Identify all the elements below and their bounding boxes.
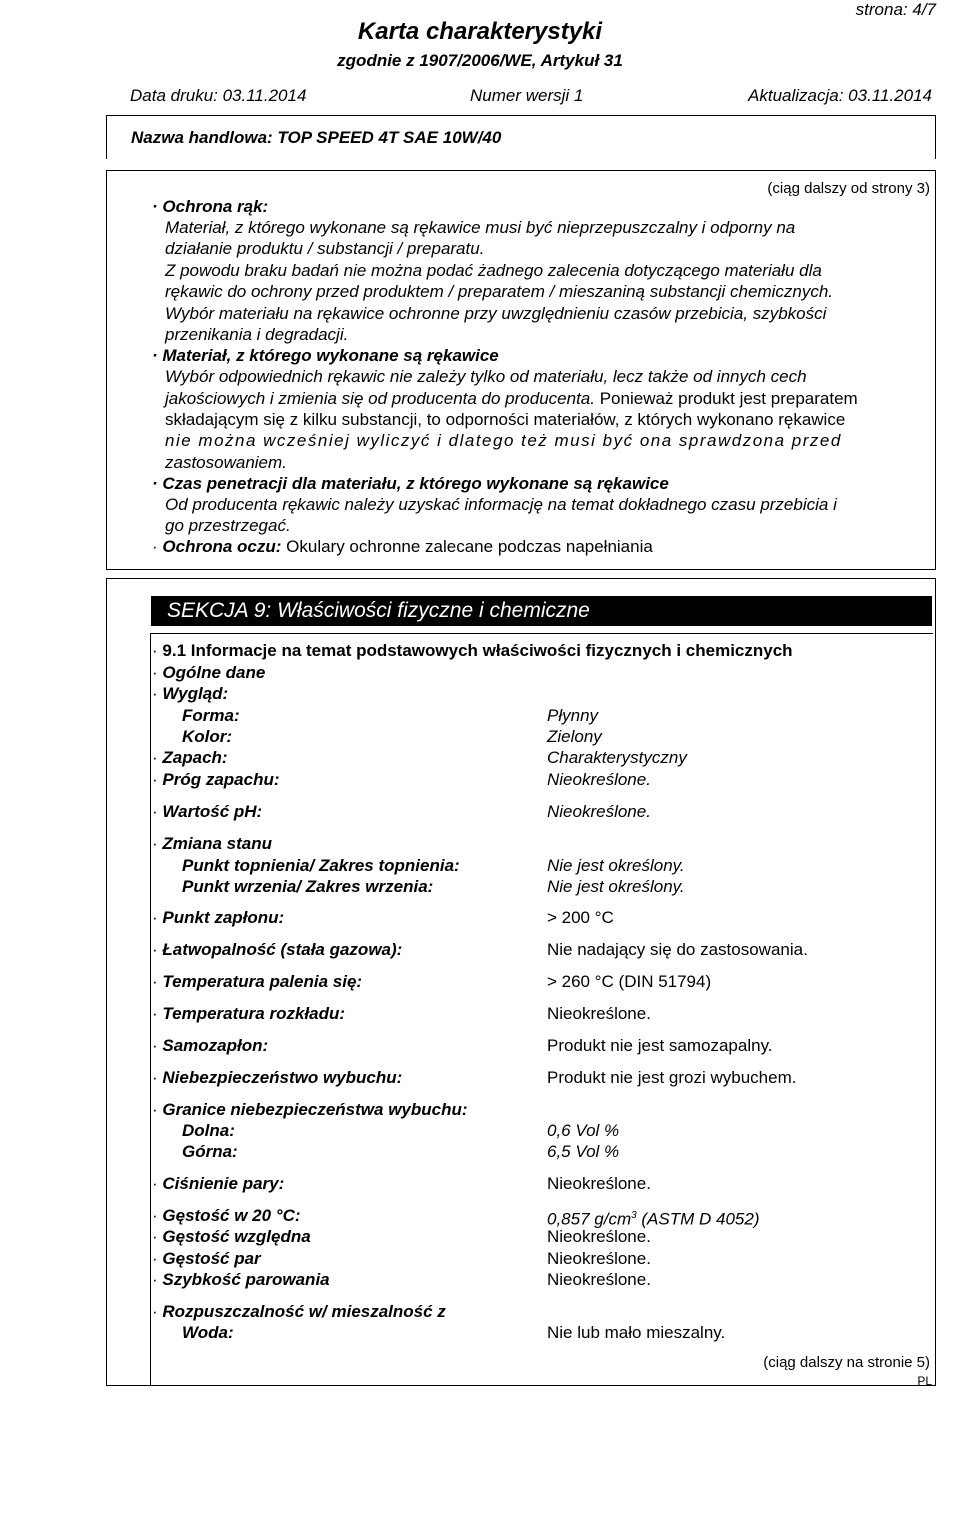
penetration-text-2: go przestrzegać.: [165, 516, 291, 535]
trade-name-box: [106, 115, 936, 159]
evaporation-rate-label: · Szybkość parowania: [152, 1270, 330, 1289]
hand-protection-heading: · Ochrona rąk:: [152, 197, 269, 216]
section-9-1-heading: · 9.1 Informacje na temat podstawowych właściwości fizycznych i chemicznych: [152, 641, 793, 660]
flash-point-value: > 200 °C: [547, 908, 614, 927]
hand-text-2: działanie produktu / substancji / preparatu.: [165, 239, 485, 258]
self-ignition-label: · Samozapłon:: [152, 1036, 269, 1055]
density-value: 0,857 $g/cm^3$ (ASTM D 4052): [547, 1209, 760, 1229]
material-text-3: składającym się z kilku substancji, to odporności materiałów, z których wykonano rękawice: [165, 410, 846, 429]
explosion-danger-value: Produkt nie jest grozi wybuchem.: [547, 1068, 797, 1087]
hand-text-1: Materiał, z którego wykonane są rękawice musi być nieprzepuszczalny i odporny na: [165, 218, 796, 237]
penetration-text-1: Od producenta rękawic należy uzyskać informację na temat dokładnego czasu przebicia i: [165, 495, 837, 514]
color-value: Zielony: [547, 727, 602, 746]
relative-density-value: Nieokreślone.: [547, 1227, 651, 1246]
vapour-density-value: Nieokreślone.: [547, 1249, 651, 1268]
material-text-2: jakościowych i zmienia się od producenta do producenta. Ponieważ produkt jest preparatem: [165, 389, 858, 408]
appearance-heading: · Wygląd:: [152, 684, 229, 703]
explosion-danger-label: · Niebezpieczeństwo wybuchu:: [152, 1068, 403, 1087]
evaporation-rate-value: Nieokreślone.: [547, 1270, 651, 1289]
odour-label: · Zapach:: [152, 748, 228, 767]
upper-limit-label: Górna:: [182, 1142, 238, 1161]
explosion-limits-heading: · Granice niebezpieczeństwa wybuchu:: [152, 1100, 468, 1119]
version-number: Numer wersji 1: [470, 86, 584, 105]
document-title: Karta charakterystyki: [357, 18, 603, 45]
boiling-value: Nie jest określony.: [547, 877, 685, 896]
solubility-heading: · Rozpuszczalność w/ mieszalność z: [152, 1302, 446, 1321]
melting-label: Punkt topnienia/ Zakres topnienia:: [182, 856, 460, 875]
hand-text-3: Z powodu braku badań nie można podać żadnego zalecenia dotyczącego materiału dla: [165, 261, 822, 280]
continued-from: (ciąg dalszy od strony 3): [767, 180, 930, 197]
boiling-label: Punkt wrzenia/ Zakres wrzenia:: [182, 877, 434, 896]
glove-material-heading: · Materiał, z którego wykonane są rękawice: [152, 346, 499, 365]
hand-text-5: Wybór materiału na rękawice ochronne przy uwzględnieniu czasów przebicia, szybkości: [165, 304, 827, 323]
ph-label: · Wartość pH:: [152, 802, 263, 821]
color-label: Kolor:: [182, 727, 233, 746]
self-ignition-value: Produkt nie jest samozapalny.: [547, 1036, 773, 1055]
density-label: · Gęstość w 20 °C:: [152, 1206, 301, 1225]
continued-to: (ciąg dalszy na stronie 5): [763, 1354, 930, 1371]
form-value: Płynny: [547, 706, 599, 725]
state-change-heading: · Zmiana stanu: [152, 834, 272, 853]
decomposition-value: Nieokreślone.: [547, 1004, 651, 1023]
section-9-heading: SEKCJA 9: Właściwości fizyczne i chemiczne: [151, 596, 932, 626]
hand-text-6: przenikania i degradacji.: [165, 325, 349, 344]
ignition-temperature-label: · Temperatura palenia się:: [152, 972, 363, 991]
document-subtitle: zgodnie z 1907/2006/WE, Artykuł 31: [337, 51, 623, 70]
melting-value: Nie jest określony.: [547, 856, 685, 875]
hand-text-4: rękawic do ochrony przed produktem / preparatem / mieszaniną substancji chemicznych.: [165, 282, 834, 301]
penetration-heading: · Czas penetracji dla materiału, z którego wykonane są rękawice: [152, 474, 669, 493]
trade-name: Nazwa handlowa: TOP SPEED 4T SAE 10W/40: [131, 128, 502, 147]
language-code: PL: [917, 1374, 932, 1388]
flammability-label: · Łatwopalność (stała gazowa):: [152, 940, 403, 959]
vapour-density-label: · Gęstość par: [152, 1249, 261, 1268]
ignition-temperature-value: > 260 °C (DIN 51794): [547, 972, 712, 991]
odour-value: Charakterystyczny: [547, 748, 687, 767]
water-value: Nie lub mało mieszalny.: [547, 1323, 726, 1342]
decomposition-label: · Temperatura rozkładu:: [152, 1004, 346, 1023]
page-number: strona: 4/7: [855, 0, 936, 19]
form-label: Forma:: [182, 706, 240, 725]
material-text-4: nie można wcześniej wyliczyć i dlatego też musi być ona sprawdzona przed: [165, 431, 842, 450]
odour-threshold-label: · Próg zapachu:: [152, 770, 280, 789]
water-label: Woda:: [182, 1323, 234, 1342]
odour-threshold-value: Nieokreślone.: [547, 770, 651, 789]
material-text-5: zastosowaniem.: [165, 453, 287, 472]
print-date: Data druku: 03.11.2014: [130, 86, 307, 105]
eye-protection: · Ochrona oczu: Okulary ochronne zalecane podczas napełniania: [152, 537, 653, 556]
material-text-1: Wybór odpowiednich rękawic nie zależy tylko od materiału, lecz także od innych cech: [165, 367, 807, 386]
ph-value: Nieokreślone.: [547, 802, 651, 821]
lower-limit-value: 0,6 Vol %: [547, 1121, 620, 1140]
update-date: Aktualizacja: 03.11.2014: [748, 86, 932, 105]
upper-limit-value: 6,5 Vol %: [547, 1142, 620, 1161]
vapour-pressure-label: · Ciśnienie pary:: [152, 1174, 285, 1193]
vapour-pressure-value: Nieokreślone.: [547, 1174, 651, 1193]
flammability-value: Nie nadający się do zastosowania.: [547, 940, 808, 959]
lower-limit-label: Dolna:: [182, 1121, 235, 1140]
relative-density-label: · Gęstość względna: [152, 1227, 311, 1246]
general-data-heading: · Ogólne dane: [152, 663, 266, 682]
flash-point-label: · Punkt zapłonu:: [152, 908, 285, 927]
